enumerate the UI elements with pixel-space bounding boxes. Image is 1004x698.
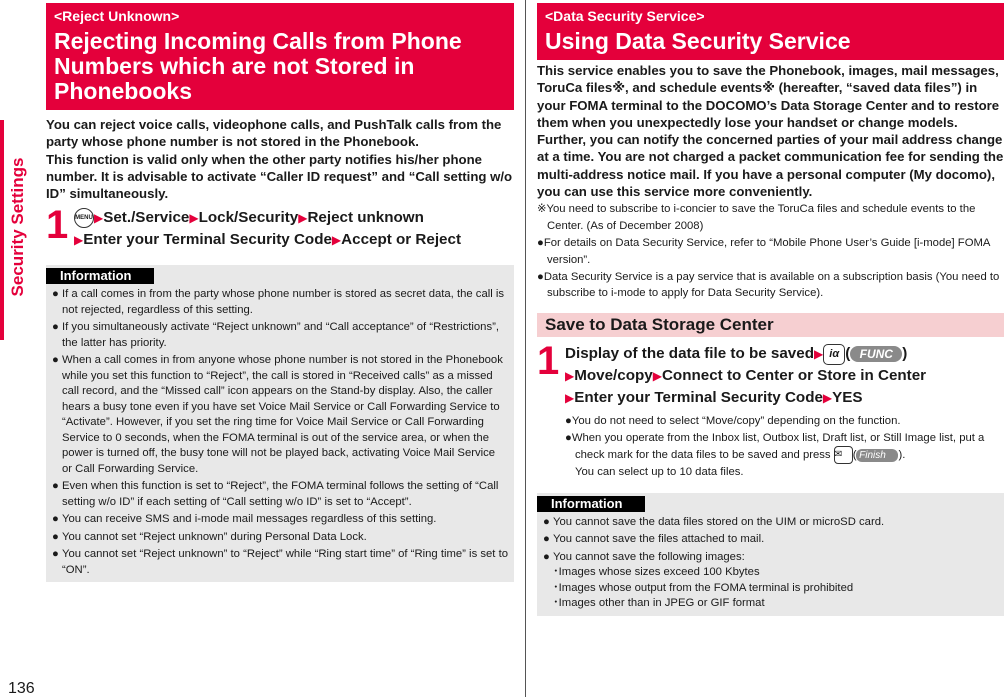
info-item: ● If a call comes in from the party whose phone number is stored as secret data, the call is not rejected, regardless of this setting. [52, 288, 505, 316]
func-key-icon: FUNC [850, 346, 902, 362]
i-appli-key-icon: iα [823, 344, 845, 365]
side-tab [0, 120, 32, 340]
step-note: ●You do not need to select “Move/copy” depending on the function. [565, 415, 901, 428]
info-item: ● You cannot set “Reject unknown” during Personal Data Lock. [50, 530, 508, 546]
data-security-header [537, 3, 1004, 60]
bullet-icon: ● [543, 533, 550, 546]
arrow-icon: ▶ [565, 369, 575, 384]
information-label: Information [537, 496, 645, 512]
bullet-icon: ● [565, 415, 572, 428]
arrow-icon: ▶ [565, 391, 575, 406]
arrow-icon: ▶ [813, 347, 824, 362]
information-box [46, 265, 514, 582]
step-item: Lock/Security [198, 209, 299, 227]
save-to-center-heading: Save to Data Storage Center [537, 313, 1004, 337]
information-label: Information [46, 268, 154, 284]
menu-key-icon: MENU [74, 208, 94, 228]
step-item: YES [832, 389, 863, 407]
step-notes [565, 413, 1004, 481]
step-item: Connect to Center or Store in Center [661, 367, 927, 385]
page-number: 136 [8, 680, 35, 697]
step-number: 1 [537, 339, 560, 384]
bullet-icon: ● [543, 515, 550, 528]
arrow-icon: ▶ [331, 233, 342, 248]
note-item: ●Data Security Service is a pay service that is available on a subscription basis (You need to subscribe to i-mode to apply for Data Security Service). [537, 270, 1000, 300]
arrow-icon: ▶ [74, 233, 84, 248]
column-divider [525, 0, 526, 697]
bullet-icon: ● [52, 480, 59, 493]
info-subitem: ･Images other than in JPEG or GIF format [553, 597, 765, 610]
bullet-icon: ● [52, 513, 59, 526]
info-item: ● Even when this function is set to “Reject”, the FOMA terminal follows the setting of “Call setting w/o ID” if each setting of “Call setting w/o ID” is set to “Accept”. [52, 480, 499, 508]
left-column [46, 3, 514, 582]
info-item: ● You cannot save the data files stored on the UIM or microSD card. [541, 515, 998, 531]
info-item: ● You cannot save the files attached to mail. [541, 532, 998, 548]
arrow-icon: ▶ [822, 391, 833, 406]
info-item: ● If you simultaneously activate “Reject unknown” and “Call acceptance” of “Restrictions”, the latter has priority. [52, 321, 500, 349]
finish-key-icon: Finish [856, 449, 898, 462]
header-title: Rejecting Incoming Calls from Phone Numbers which are not Stored in Phonebooks [54, 28, 462, 104]
info-item: ● You can receive SMS and i-mode mail messages regardless of this setting. [50, 512, 508, 528]
step-item: Move/copy [574, 367, 653, 385]
note-item: ●For details on Data Security Service, refer to “Mobile Phone User’s Guide [i-mode] FOMA version”. [537, 236, 990, 266]
header-title: Using Data Security Service [545, 28, 851, 54]
header-tag: <Reject Unknown> [54, 8, 180, 24]
reject-unknown-header [46, 3, 514, 110]
arrow-icon: ▶ [298, 211, 308, 226]
step-instruction: Display of the data file to be saved▶ iα ( FUNC ) ▶Move/copy▶Connect to Center or Store in Center ▶Enter your Terminal Security Code▶YES [565, 345, 927, 407]
step-item: Accept or Reject [341, 231, 462, 249]
step-1 [537, 339, 1004, 409]
step-item: Enter your Terminal Security Code [574, 389, 823, 407]
right-column [537, 3, 1004, 616]
step-item: Display of the data file to be saved [565, 345, 814, 363]
step-number: 1 [46, 203, 69, 248]
info-item: ● You cannot save the following images: [541, 550, 998, 566]
info-item: ● When a call comes in from anyone whose phone number is not stored in the Phonebook while you set this function to “Reject”, the call is stored in “Received calls” as a missed call record, and the “Missed call” icon appears on the Stand-by display. Also, the caller hears a busy tone even if you have set Voice Mail Service or Call Forwarding Service to “Activate”. However, if you set the ring time for Voice Mail Service or Call Forwarding Service to 0 seconds, when the FOMA terminal is out of the service area, or when the power is turned off, the busy tone will not be played back, activating Voice Mail Service or Call Forwarding Service. [52, 354, 503, 475]
service-intro: This service enables you to save the Phonebook, images, mail messages, ToruCa files※, and schedule events※ (hereafter, “saved data files”) in your FOMA terminal to the DOCOMO’s Data Storage Center and to restore them when you unexpectedly lose your handset or change models. Further, you can notify the concerned parties of your mail address change at a time. You are not charged a packet communication fee for sending the multi-address notice mail. If you have a personal computer (My docomo), you can use this service more conveniently. [537, 63, 1004, 200]
step-item: Reject unknown [307, 209, 424, 227]
intro-paragraph [46, 116, 514, 202]
bullet-icon: ● [52, 530, 59, 543]
bullet-icon: ● [52, 288, 59, 301]
intro-line-1: You can reject voice calls, videophone calls, and PushTalk calls from the party whose phone number is not stored in the Phonebook. [46, 117, 502, 150]
step-item: Set./Service [103, 209, 190, 227]
note-item: ※You need to subscribe to i-concier to save the ToruCa files and schedule events to the Center. (As of December 2008) [537, 203, 976, 233]
mail-key-icon: ✉ [834, 446, 853, 464]
information-box [537, 493, 1004, 616]
step-note: ●When you operate from the Inbox list, Outbox list, Draft list, or Still Image list, put a check mark for the data files to be saved and press ✉ ( Finish ). [565, 430, 1004, 465]
info-item: ● You cannot set “Reject unknown” to “Reject” while “Ring start time” of “Ring time” is set to “ON”. [52, 548, 508, 576]
side-tab-label: Security Settings [8, 157, 27, 297]
intro-line-2: This function is valid only when the other party notifies his/her phone number. It is advisable to activate “Caller ID request” and “Call setting w/o ID” simultaneously. [46, 151, 513, 202]
bullet-icon: ● [543, 550, 550, 563]
info-subitem: ･Images whose sizes exceed 100 Kbytes [553, 566, 760, 579]
step-1 [46, 203, 514, 251]
step-instruction [74, 207, 461, 251]
bullet-icon: ● [52, 354, 59, 367]
header-tag: <Data Security Service> [545, 8, 705, 24]
service-notes [537, 201, 1004, 302]
bullet-icon: ● [52, 548, 59, 561]
arrow-icon: ▶ [189, 211, 199, 226]
info-subitem: ･Images whose output from the FOMA terminal is prohibited [553, 581, 854, 594]
step-note: You can select up to 10 data files. [575, 466, 744, 479]
bullet-icon: ● [565, 431, 572, 444]
bullet-icon: ● [52, 321, 59, 334]
step-item: Enter your Terminal Security Code [83, 231, 332, 249]
arrow-icon: ▶ [94, 211, 104, 226]
arrow-icon: ▶ [652, 369, 662, 384]
